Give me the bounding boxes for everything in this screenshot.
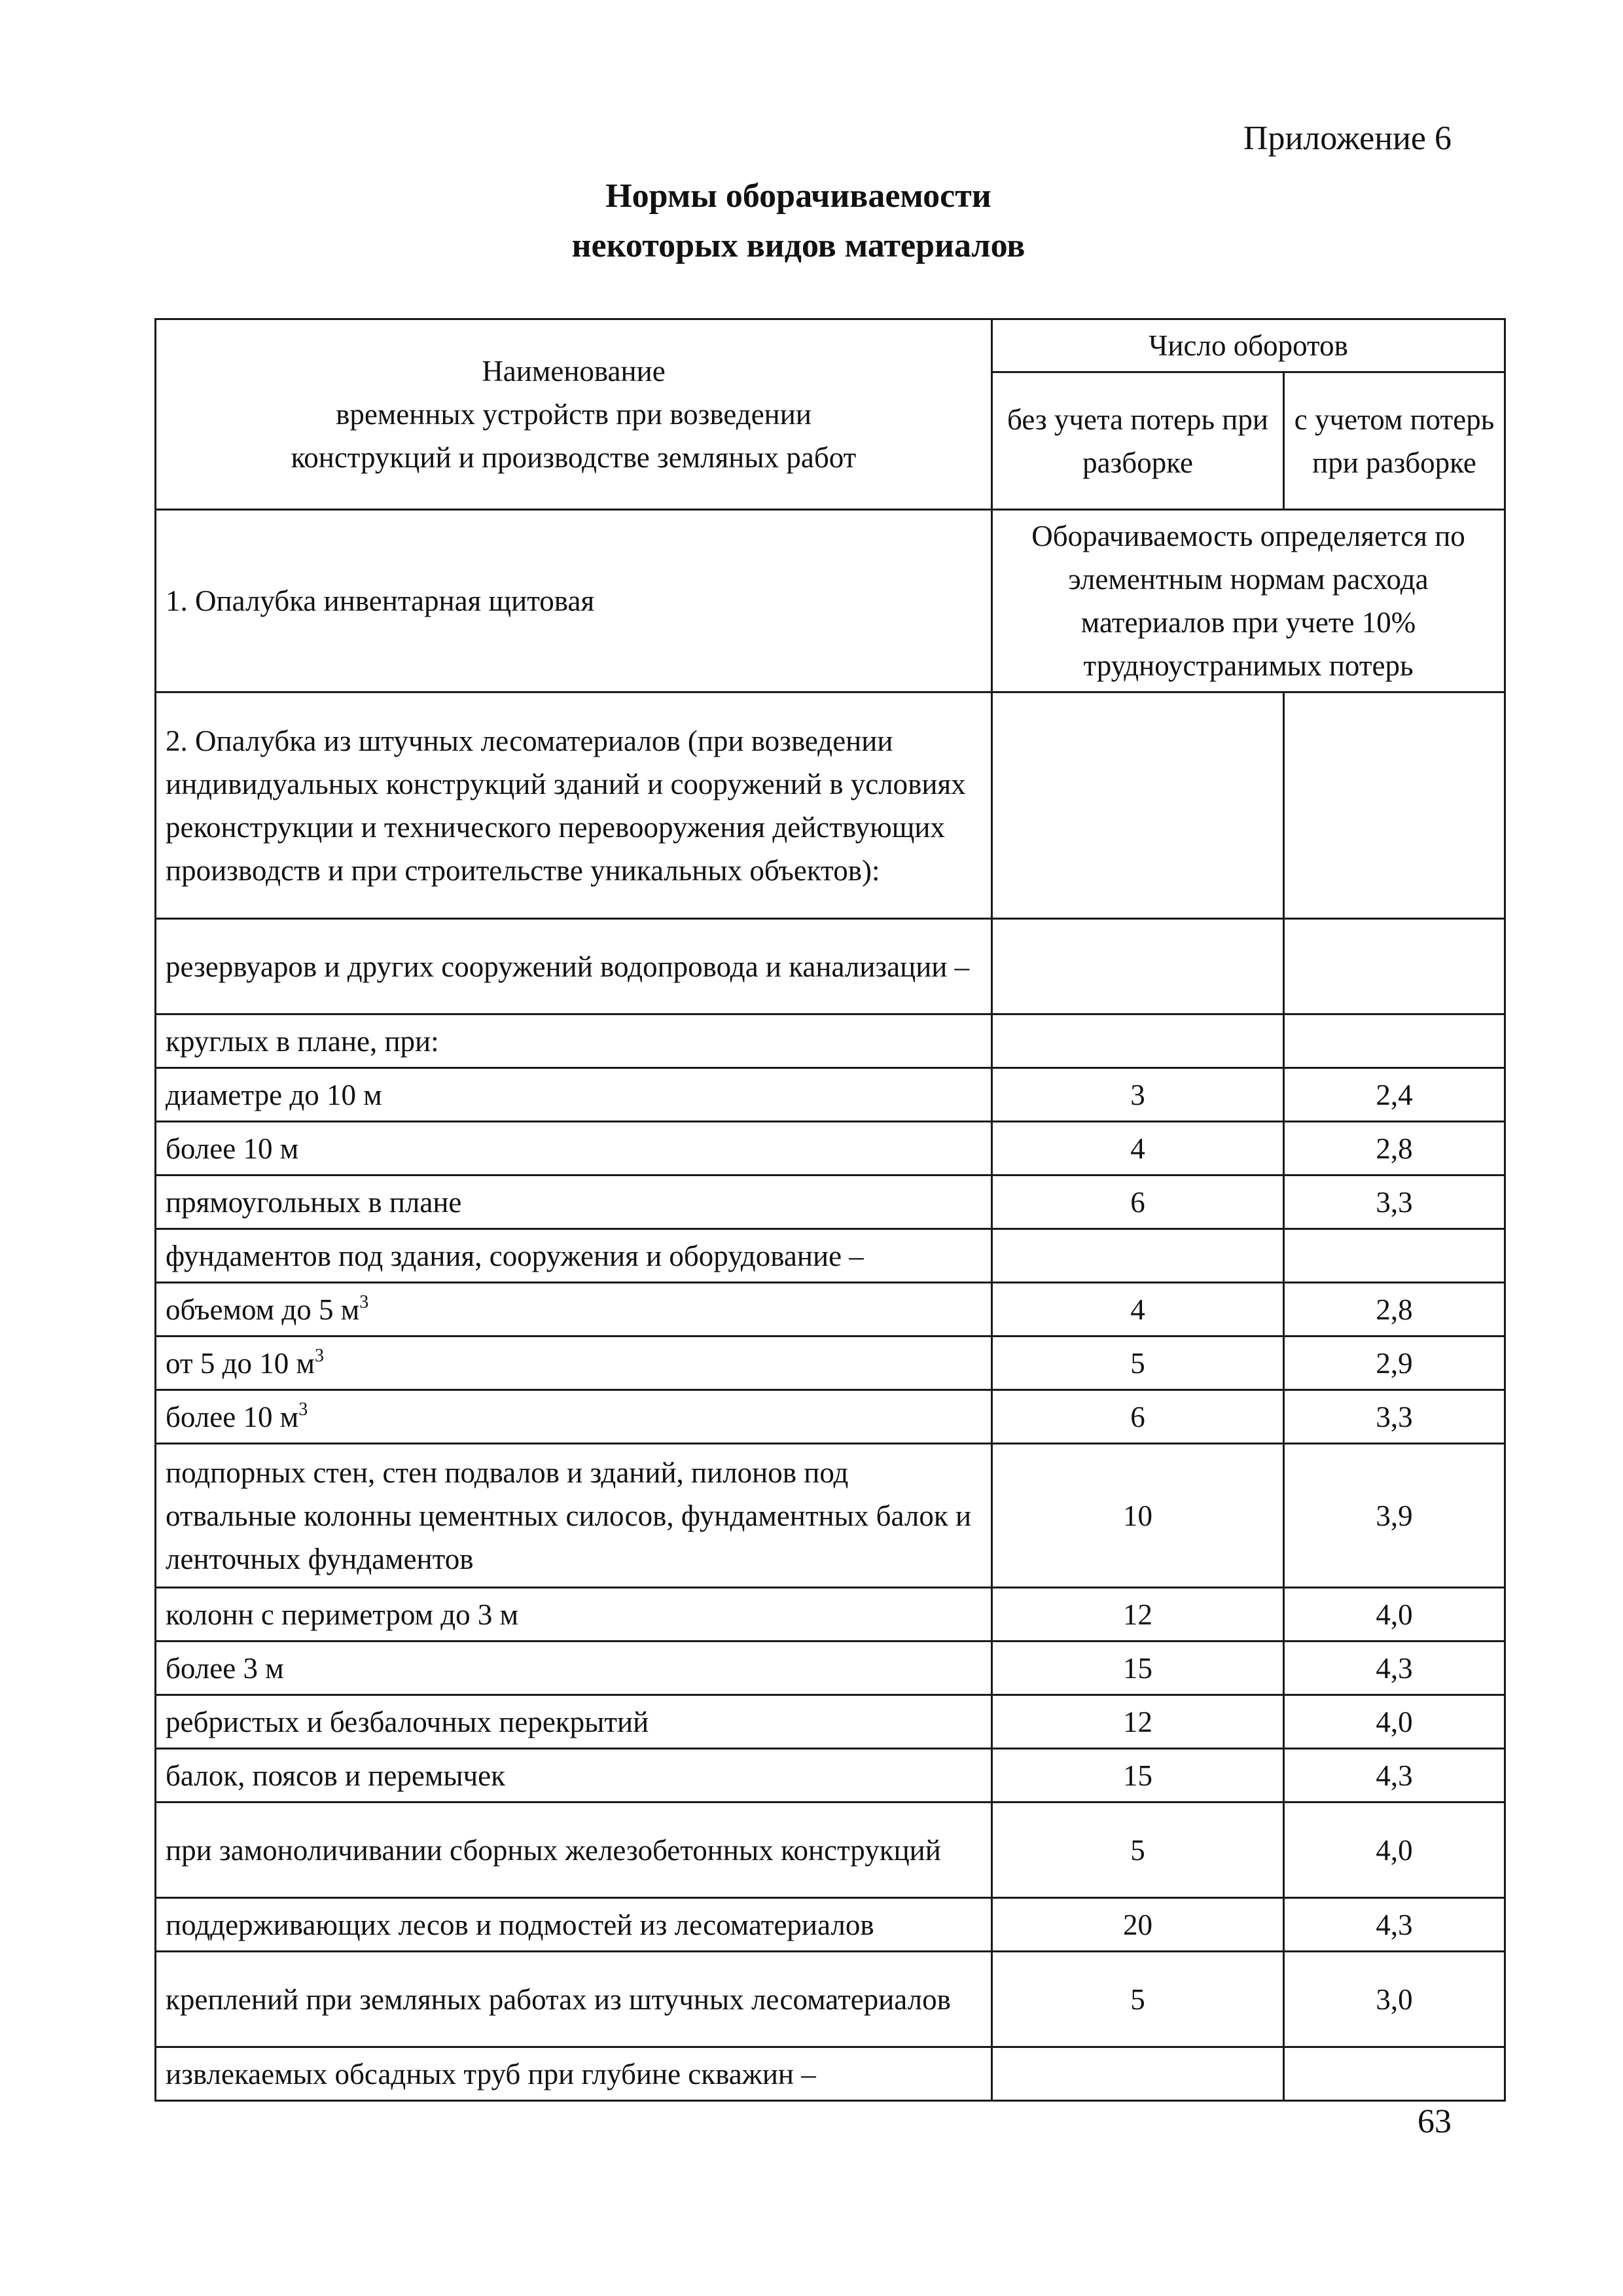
row-value-with-loss: 3,0 (1284, 1952, 1505, 2047)
row-note: Оборачиваемость определяется по элементным нормам расхода материалов при учете 10% трудноустранимых потерь (992, 510, 1505, 692)
row-value-without-loss (992, 919, 1284, 1014)
header-name-line-1: Наименование (482, 355, 666, 387)
table-row (156, 1175, 1505, 1229)
superscript-cubic: 3 (314, 1345, 324, 1366)
table-row (156, 2047, 1505, 2101)
row-name: от 5 до 10 м (166, 1346, 315, 1380)
row-name: подпорных стен, стен подвалов и зданий, пилонов под отвальные колонны цементных силосов, фундаментных балок и ленточных фундаментов (156, 1444, 992, 1588)
table-row (156, 1749, 1505, 1803)
row-value-without-loss: 5 (992, 1952, 1284, 2047)
row-value-with-loss: 2,4 (1284, 1068, 1505, 1122)
row-value-with-loss (1284, 1014, 1505, 1068)
header-without-loss: без учета потерь при разборке (992, 372, 1284, 510)
row-name: 1. Опалубка инвентарная щитовая (156, 510, 992, 692)
row-value-with-loss: 4,3 (1284, 1749, 1505, 1803)
table-row (156, 1283, 1505, 1336)
row-value-with-loss: 4,0 (1284, 1588, 1505, 1641)
row-value-without-loss: 4 (992, 1122, 1284, 1175)
superscript-cubic: 3 (298, 1399, 308, 1420)
row-name: диаметре до 10 м (156, 1068, 992, 1122)
table-row (156, 510, 1505, 692)
row-value-with-loss: 3,3 (1284, 1390, 1505, 1444)
table-row (156, 1641, 1505, 1695)
row-value-without-loss: 5 (992, 1803, 1284, 1898)
header-name-line-2: временных устройств при возведении (336, 398, 812, 431)
row-name: колонн с периметром до 3 м (156, 1588, 992, 1641)
header-with-loss: с учетом потерь при разборке (1284, 372, 1505, 510)
row-value-with-loss: 4,3 (1284, 1641, 1505, 1695)
row-name: более 10 м (166, 1400, 299, 1433)
row-name: ребристых и безбалочных перекрытий (156, 1695, 992, 1749)
table-row (156, 1068, 1505, 1122)
row-value-with-loss (1284, 919, 1505, 1014)
row-value-without-loss: 4 (992, 1283, 1284, 1336)
row-name: фундаментов под здания, сооружения и оборудование – (156, 1229, 992, 1283)
row-value-without-loss: 6 (992, 1390, 1284, 1444)
row-name: креплений при земляных работах из штучных лесоматериалов (156, 1952, 992, 2047)
row-name-cell (156, 1390, 992, 1444)
row-name-cell (156, 1283, 992, 1336)
header-turnover: Число оборотов (992, 319, 1505, 372)
row-value-without-loss: 15 (992, 1749, 1284, 1803)
row-value-without-loss: 15 (992, 1641, 1284, 1695)
row-value-with-loss (1284, 692, 1505, 919)
row-value-without-loss (992, 2047, 1284, 2101)
row-value-with-loss: 4,0 (1284, 1695, 1505, 1749)
row-value-without-loss: 10 (992, 1444, 1284, 1588)
page-number: 63 (1418, 2103, 1452, 2140)
row-name: извлекаемых обсадных труб при глубине скважин – (156, 2047, 992, 2101)
row-value-without-loss (992, 692, 1284, 919)
row-value-with-loss: 2,8 (1284, 1122, 1505, 1175)
appendix-label: Приложение 6 (1243, 120, 1452, 157)
table-row (156, 1122, 1505, 1175)
row-name: резервуаров и других сооружений водопровода и канализации – (156, 919, 992, 1014)
table-row (156, 1444, 1505, 1588)
table-row (156, 1952, 1505, 2047)
row-name: балок, поясов и перемычек (156, 1749, 992, 1803)
row-value-with-loss: 4,3 (1284, 1898, 1505, 1952)
row-value-without-loss: 20 (992, 1898, 1284, 1952)
row-name: при замоноличивании сборных железобетонных конструкций (156, 1803, 992, 1898)
row-value-with-loss: 3,9 (1284, 1444, 1505, 1588)
row-name: 2. Опалубка из штучных лесоматериалов (при возведении индивидуальных конструкций зданий и сооружений в условиях реконструкции и технического перевооружения действующих производств и при строительстве уникальных объектов): (156, 692, 992, 919)
row-name: прямоугольных в плане (156, 1175, 992, 1229)
row-value-without-loss: 12 (992, 1588, 1284, 1641)
header-name-cell (156, 319, 992, 510)
row-value-with-loss: 2,8 (1284, 1283, 1505, 1336)
row-value-with-loss: 3,3 (1284, 1175, 1505, 1229)
row-value-without-loss: 6 (992, 1175, 1284, 1229)
row-value-without-loss: 3 (992, 1068, 1284, 1122)
row-value-without-loss (992, 1014, 1284, 1068)
row-value-without-loss (992, 1229, 1284, 1283)
superscript-cubic: 3 (359, 1291, 369, 1312)
norms-table (154, 318, 1506, 2102)
table-row (156, 1695, 1505, 1749)
row-value-with-loss: 4,0 (1284, 1803, 1505, 1898)
row-value-without-loss: 12 (992, 1695, 1284, 1749)
row-name: более 10 м (156, 1122, 992, 1175)
table-row (156, 1898, 1505, 1952)
row-name: более 3 м (156, 1641, 992, 1695)
row-value-with-loss (1284, 2047, 1505, 2101)
table-row (156, 1588, 1505, 1641)
table-row (156, 1014, 1505, 1068)
row-name: поддерживающих лесов и подмостей из лесоматериалов (156, 1898, 992, 1952)
title-line-1: Нормы оборачиваемости (605, 177, 991, 215)
title-line-2: некоторых видов материалов (571, 227, 1026, 264)
table-row (156, 1229, 1505, 1283)
table-row (156, 1803, 1505, 1898)
table-row (156, 692, 1505, 919)
page-title (0, 171, 1597, 271)
row-name-cell (156, 1336, 992, 1390)
table-row (156, 1390, 1505, 1444)
row-name: объемом до 5 м (166, 1293, 360, 1326)
row-value-with-loss (1284, 1229, 1505, 1283)
table-row (156, 1336, 1505, 1390)
row-value-without-loss: 5 (992, 1336, 1284, 1390)
table-row (156, 919, 1505, 1014)
row-name: круглых в плане, при: (156, 1014, 992, 1068)
row-value-with-loss: 2,9 (1284, 1336, 1505, 1390)
header-row (156, 319, 1505, 372)
header-name-line-3: конструкций и производстве земляных работ (291, 441, 857, 474)
